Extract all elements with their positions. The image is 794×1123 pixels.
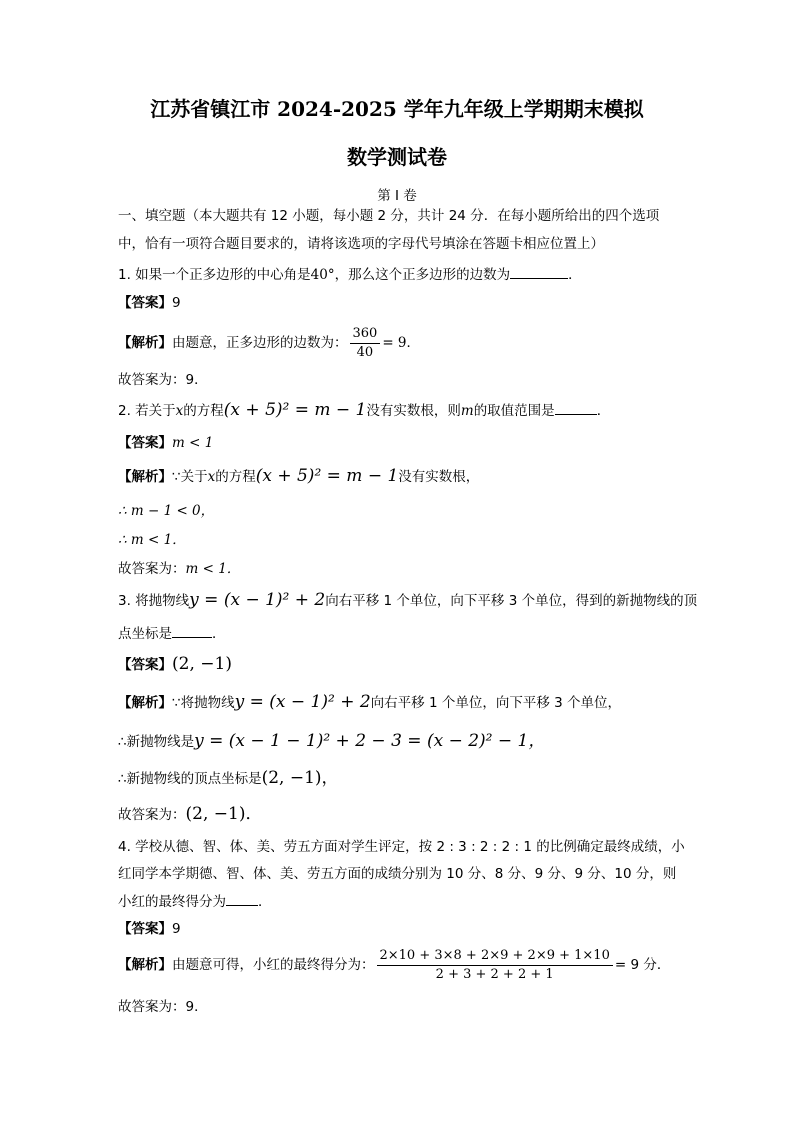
section-instructions-line1: 一、填空题（本大题共有 12 小题，每小题 2 分，共计 24 分．在每小题所给出的四个选项 — [118, 208, 660, 224]
q2-analysis-line — [118, 466, 479, 487]
q3-step1-a: ∴新抛物线是 — [118, 734, 195, 750]
q4-fraction-numerator: 2×10 + 3×8 + 2×9 + 2×9 + 1×10 — [377, 947, 613, 966]
q1-fraction-numerator: 360 — [350, 325, 381, 344]
q2-analysis-b: 的方程 — [215, 469, 256, 485]
q4-line3-text: 小红的最终得分为 — [118, 894, 226, 910]
q1-result: = 9． — [382, 335, 421, 351]
q1-fraction-denominator: 40 — [356, 344, 374, 360]
q1-prefix: 1. 如果一个正多边形的中心角是 — [118, 267, 311, 283]
q3-text-c: 点坐标是 — [118, 626, 172, 642]
q3-step1-eq: y = (x − 1 − 1)² + 2 − 3 = (x − 2)² − 1， — [194, 731, 546, 751]
q2-analysis-equation: (x + 5)² = m − 1 — [255, 466, 399, 486]
q2-final-line — [118, 559, 240, 579]
q2-var-m: m — [460, 403, 474, 419]
q4-analysis-text: 由题意可得，小红的最终得分为： — [172, 957, 375, 973]
q4-answer-blank — [226, 891, 258, 906]
q3-text-b: 向右平移 1 个单位，向下平移 3 个单位，得到的新抛物线的顶 — [325, 593, 698, 609]
q2-answer: m < 1 — [172, 435, 214, 451]
answer-label: 【答案】 — [118, 921, 172, 937]
q1-answer-blank — [510, 264, 568, 279]
q3-step-2 — [118, 768, 339, 789]
q2-answer-line — [118, 433, 213, 453]
question-1 — [118, 264, 582, 285]
q4-fraction — [377, 947, 613, 984]
volume-label: 第 I 卷 — [377, 188, 417, 204]
q1-analysis-line — [118, 324, 420, 362]
q3-text-a: 3. 将抛物线 — [118, 593, 190, 609]
analysis-label: 【解析】 — [118, 469, 172, 485]
q3-analysis-a: ∵将抛物线 — [172, 695, 235, 711]
q2-text-b: 的方程 — [183, 403, 224, 419]
document-subtitle: 数学测试卷 — [347, 145, 447, 169]
q2-var-x: x — [175, 403, 184, 419]
q1-suffix: ，那么这个正多边形的边数为 — [334, 267, 511, 283]
q2-text-d: 的取值范围是 — [473, 403, 555, 419]
answer-label: 【答案】 — [118, 657, 172, 673]
q1-final: 9． — [185, 372, 208, 388]
q2-analysis-c: 没有实数根， — [398, 469, 480, 485]
question-3-line2 — [118, 623, 226, 644]
q4-answer: 9 — [172, 921, 181, 937]
section-instructions-line2: 中，恰有一项符合题目要求的，请将该选项的字母代号填涂在答题卡相应位置上） — [118, 236, 604, 252]
q3-answer: (2, −1) — [172, 654, 232, 674]
q2-text-a: 2. 若关于 — [118, 403, 176, 419]
q1-angle: 40° — [310, 267, 335, 283]
q1-final-line — [118, 370, 208, 390]
q2-final: m < 1． — [185, 561, 241, 577]
q3-analysis-line — [118, 692, 621, 713]
question-4-line1: 4. 学校从德、智、体、美、劳五方面对学生评定，按 2 : 3 : 2 : 2 : 1 的比例确定最终成绩，小 — [118, 839, 685, 855]
q4-answer-line — [118, 919, 181, 939]
q2-analysis-var-x: x — [207, 469, 216, 485]
answer-label: 【答案】 — [118, 295, 172, 311]
q2-text-c: 没有实数根，则 — [366, 403, 461, 419]
q4-final: 9． — [185, 999, 208, 1015]
q3-answer-line — [118, 654, 232, 675]
q1-fraction — [350, 325, 381, 362]
analysis-label: 【解析】 — [118, 335, 172, 351]
q3-period: ． — [212, 626, 226, 642]
question-2 — [118, 400, 610, 421]
q3-equation: y = (x − 1)² + 2 — [189, 590, 326, 610]
q2-period: ． — [596, 403, 611, 419]
analysis-label: 【解析】 — [118, 695, 172, 711]
q2-step-2: ∴ m < 1． — [118, 532, 186, 548]
document-title: 江苏省镇江市 2024-2025 学年九年级上学期期末模拟 — [150, 97, 644, 121]
question-4-line2: 红同学本学期德、智、体、美、劳五方面的成绩分别为 10 分、8 分、9 分、9 分、10 分，则 — [118, 866, 677, 882]
q1-analysis-text: 由题意，正多边形的边数为： — [172, 335, 348, 351]
therefore-answer-label: 故答案为： — [118, 999, 186, 1015]
q4-result: = 9 分． — [614, 957, 671, 973]
q2-answer-blank — [555, 400, 597, 415]
question-4-line3 — [118, 891, 272, 912]
q3-analysis-equation: y = (x − 1)² + 2 — [234, 692, 371, 712]
q2-step-1: ∴ m − 1 < 0， — [118, 503, 215, 519]
therefore-answer-label: 故答案为： — [118, 372, 186, 388]
q3-final-line — [118, 804, 262, 825]
q4-analysis-line — [118, 946, 670, 984]
q4-fraction-denominator: 2 + 3 + 2 + 2 + 1 — [435, 966, 554, 982]
q3-step2-a: ∴新抛物线的顶点坐标是 — [118, 771, 262, 787]
analysis-label: 【解析】 — [118, 957, 172, 973]
q1-period: ． — [568, 267, 582, 283]
q1-answer: 9 — [172, 295, 181, 311]
q3-step2-eq: (2, −1)， — [261, 768, 339, 788]
q2-equation: (x + 5)² = m − 1 — [223, 400, 367, 420]
q3-analysis-b: 向右平移 1 个单位，向下平移 3 个单位， — [370, 695, 621, 711]
q3-step-1 — [118, 731, 545, 752]
therefore-answer-label: 故答案为： — [118, 561, 186, 577]
q3-final: (2, −1)． — [185, 804, 263, 824]
q3-answer-blank — [172, 623, 212, 638]
question-3-line1 — [118, 590, 697, 611]
answer-label: 【答案】 — [118, 435, 172, 451]
q1-answer-line — [118, 293, 181, 313]
q4-final-line — [118, 997, 208, 1017]
q2-analysis-a: ∵关于 — [172, 469, 208, 485]
therefore-answer-label: 故答案为： — [118, 807, 186, 823]
q4-period: ． — [258, 894, 272, 910]
